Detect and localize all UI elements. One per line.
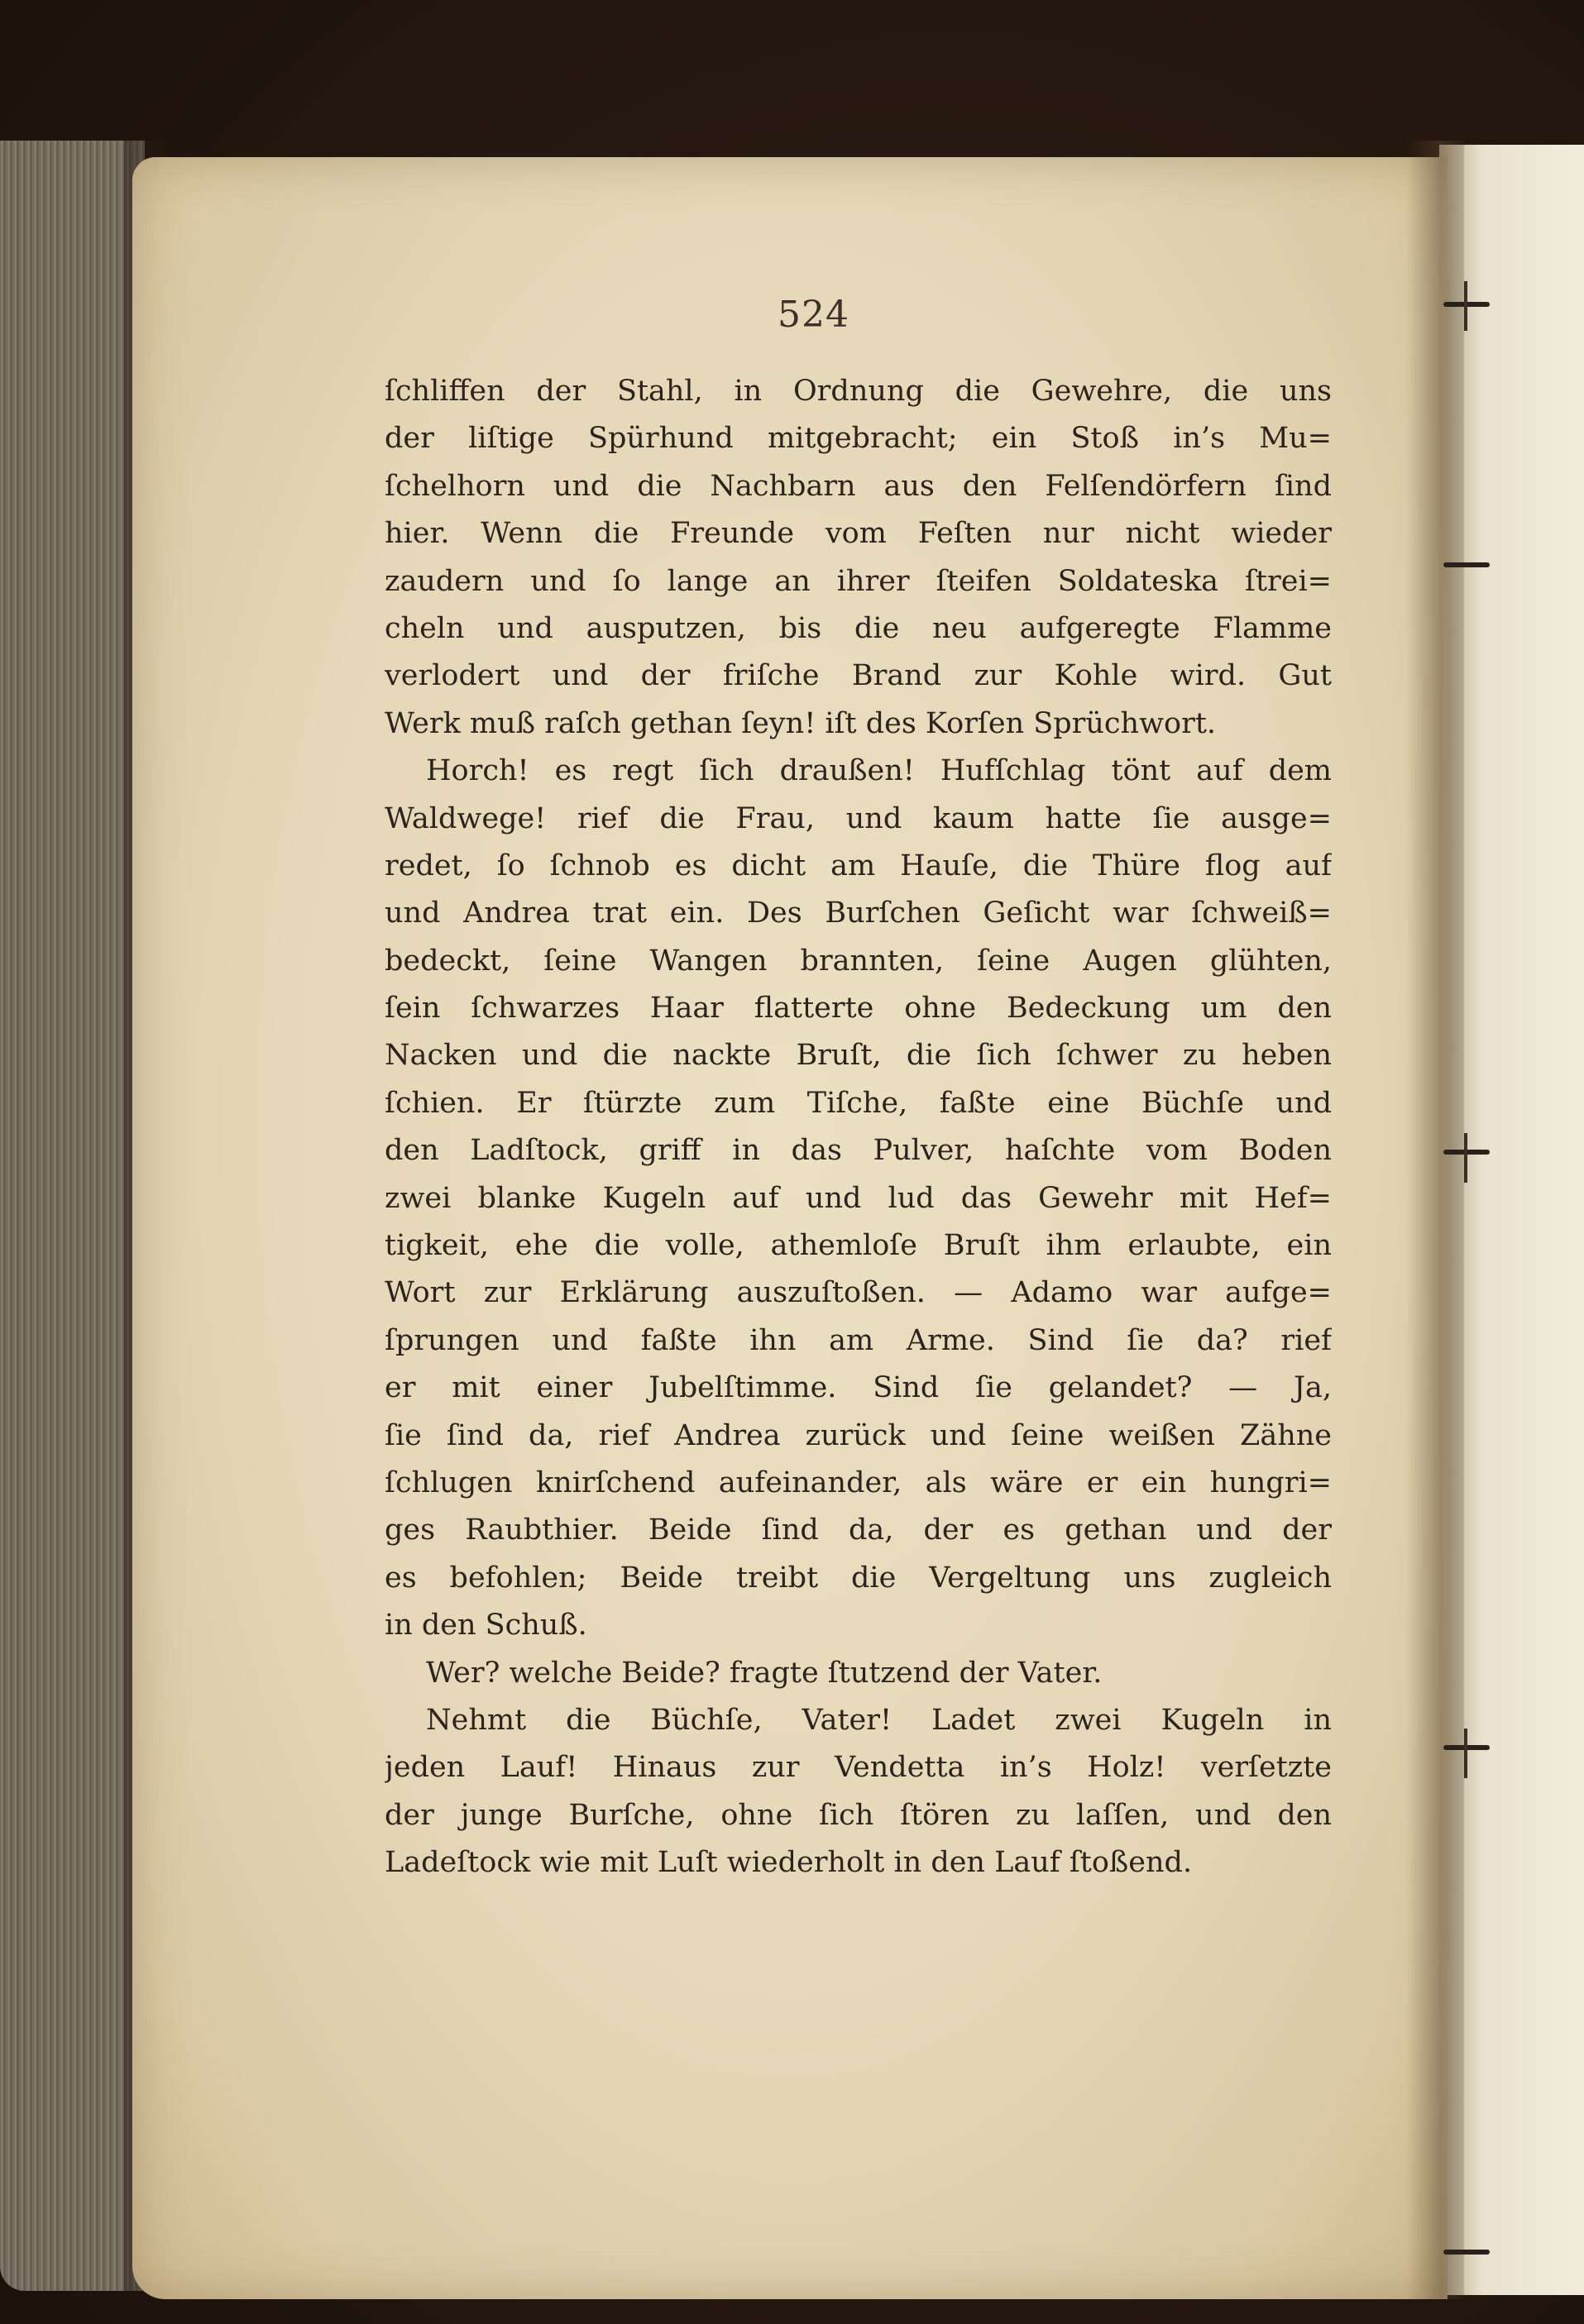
binding-stitch (1443, 562, 1490, 567)
book-page-edges (0, 141, 145, 2291)
binding-stitch (1443, 2250, 1490, 2255)
book-gutter (1406, 141, 1464, 2299)
text-line: Nacken und die nackte Bruſt, die ſich ſchwer zu heben (385, 1039, 1332, 1073)
text-line: jeden Lauf! Hinaus zur Vendetta in’s Holz! verſetzte (385, 1751, 1332, 1785)
text-line: Horch! es regt ſich draußen! Hufſchlag tönt auf dem (426, 754, 1332, 788)
text-line: bedeckt, ſeine Wangen brannten, ſeine Augen glühten, (385, 944, 1332, 978)
text-line: zwei blanke Kugeln auf und lud das Gewehr mit Hef= (385, 1181, 1332, 1215)
text-line: er mit einer Jubelſtimme. Sind ſie gelandet? — Ja, (385, 1371, 1332, 1405)
text-line: Nehmt die Büchſe, Vater! Ladet zwei Kugeln in (426, 1703, 1332, 1737)
text-line: tigkeit, ehe die volle, athemloſe Bruſt ihm erlaubte, ein (385, 1229, 1332, 1263)
text-line: Wer? welche Beide? fragte ſtutzend der Vater. (426, 1656, 1103, 1690)
text-line: Wort zur Erklärung auszuſtoßen. — Adamo war aufge= (385, 1276, 1332, 1310)
text-line: der junge Burſche, ohne ſich ſtören zu laſſen, und den (385, 1798, 1332, 1832)
text-line: den Ladſtock, griff in das Pulver, haſchte vom Boden (385, 1134, 1332, 1168)
text-line: es befohlen; Beide treibt die Vergeltung uns zugleich (385, 1561, 1332, 1595)
text-line: ſprungen und faßte ihn am Arme. Sind ſie da? rief (385, 1323, 1332, 1357)
text-line: ſchlugen knirſchend aufeinander, als wäre er ein hungri= (385, 1466, 1332, 1499)
text-line: in den Schuß. (385, 1609, 587, 1643)
text-line: verlodert und der friſche Brand zur Kohle wird. Gut (385, 659, 1332, 693)
text-line: der liſtige Spürhund mitgebracht; ein Stoß in’s Mu= (385, 422, 1332, 456)
page-number: 524 (778, 294, 849, 336)
text-line: cheln und ausputzen, bis die neu aufgeregte Flamme (385, 611, 1332, 645)
text-line: und Andrea trat ein. Des Burſchen Geſicht war ſchweiß= (385, 897, 1332, 930)
body-text (385, 368, 1332, 1887)
text-line: ſie ſind da, rief Andrea zurück und ſeine weißen Zähne (385, 1418, 1332, 1452)
text-line: redet, ſo ſchnob es dicht am Hauſe, die Thüre flog auf (385, 849, 1332, 882)
binding-stitch (1464, 1729, 1467, 1778)
text-line: Waldwege! rief die Frau, und kaum hatte ſie ausge= (385, 801, 1332, 835)
text-line: ſchliffen der Stahl, in Ordnung die Gewehre, die uns (385, 375, 1332, 408)
binding-stitch (1464, 281, 1467, 331)
text-line: ges Raubthier. Beide ſind da, der es gethan und der (385, 1513, 1332, 1547)
text-line: ſchien. Er ſtürzte zum Tiſche, faßte eine Büchſe und (385, 1086, 1332, 1120)
text-line: hier. Wenn die Freunde vom Feſten nur nicht wieder (385, 517, 1332, 551)
text-line: zaudern und ſo lange an ihrer ſteifen Soldateska ſtrei= (385, 564, 1332, 598)
text-line: Ladeſtock wie mit Luſt wiederholt in den Lauf ſtoßend. (385, 1846, 1193, 1880)
text-line: ſein ſchwarzes Haar flatterte ohne Bedeckung um den (385, 992, 1332, 1026)
text-line: Werk muß raſch gethan ſeyn! iſt des Korſen Sprüchwort. (385, 706, 1217, 740)
binding-stitch (1464, 1133, 1467, 1183)
text-line: ſchelhorn und die Nachbarn aus den Felſendörfern ſind (385, 469, 1332, 503)
